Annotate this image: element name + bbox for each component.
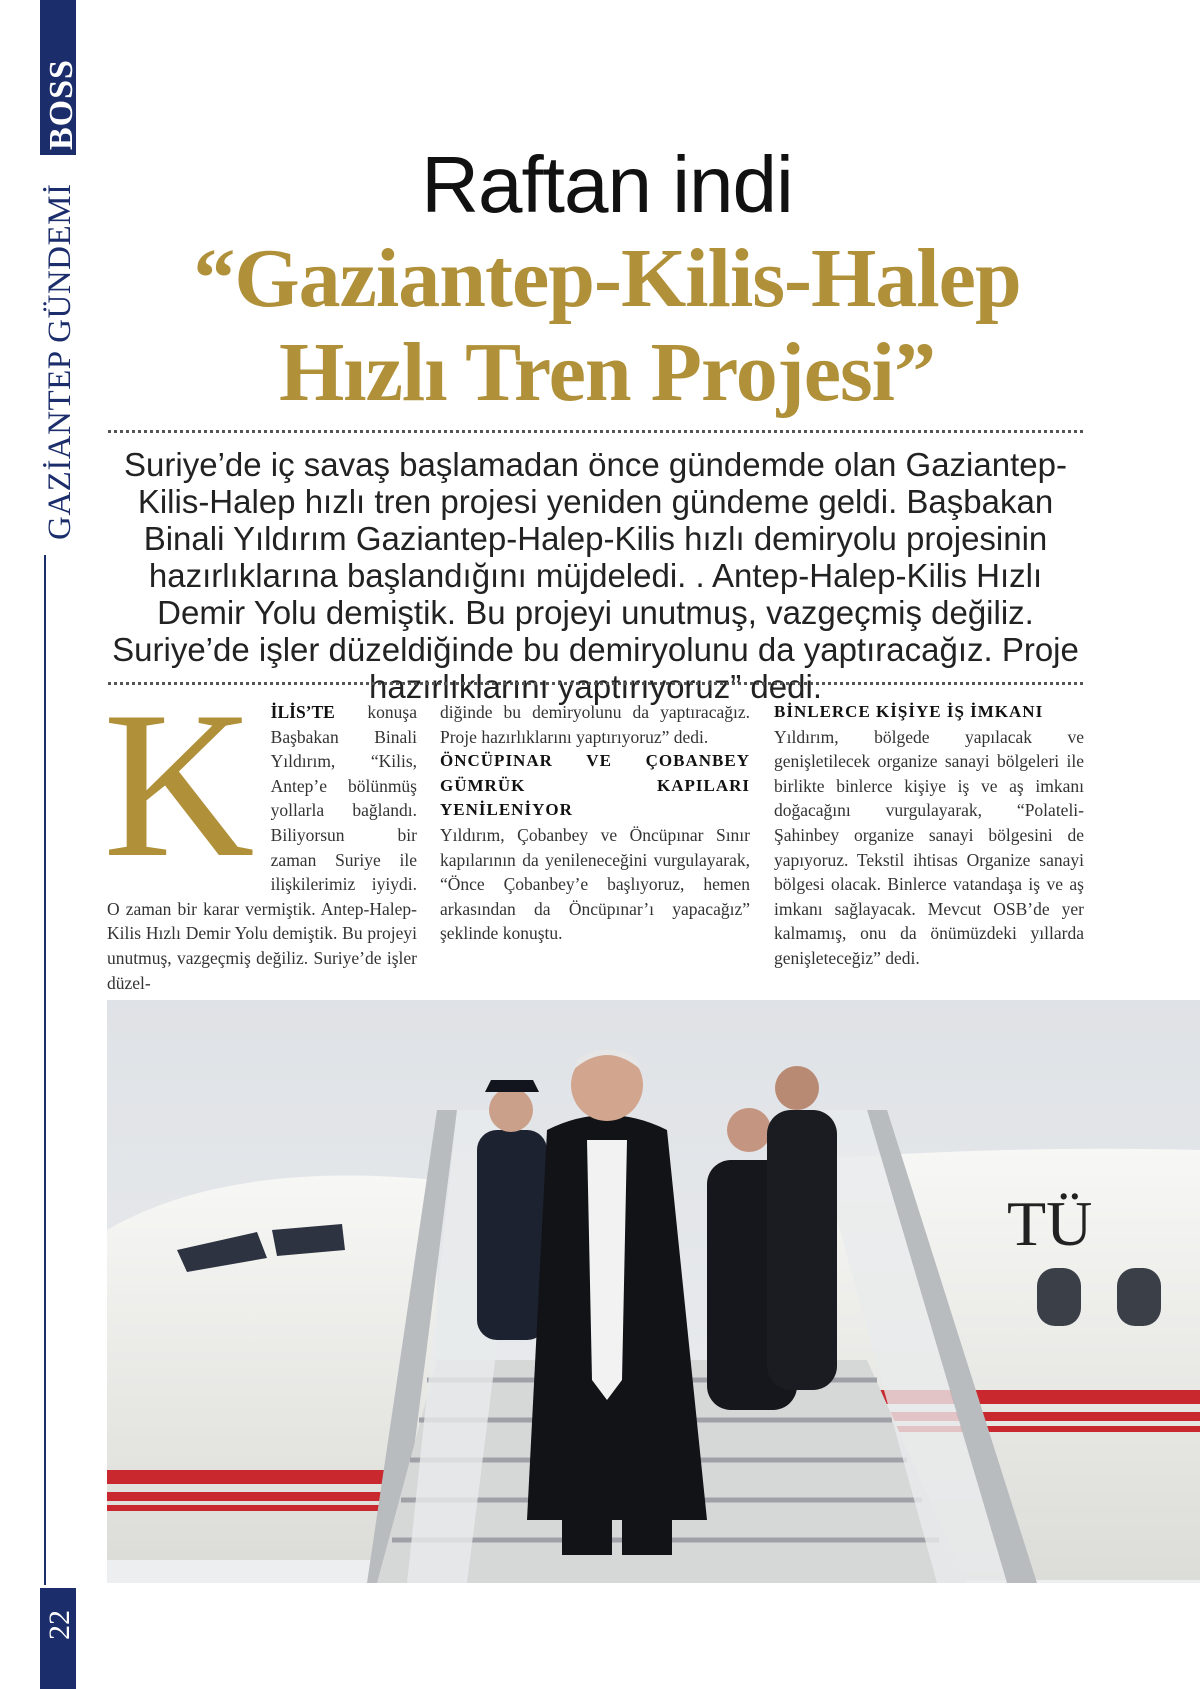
rail-divider-line — [44, 555, 46, 1585]
plane-lettering: TÜ — [1007, 1188, 1093, 1259]
section-label: GAZİANTEP GÜNDEMİ — [42, 183, 78, 540]
article-lead: Suriye’de iç savaş başlamadan önce gündemde olan Gaziantep-Kilis-Halep hızlı tren projesi yeniden gündeme geldi. Başbakan Binali Yıldırım Gaziantep-Halep-Kilis hızlı demiryolu projesinin hazırlıklarına başlandığını müjdeledi. . Antep-Halep-Kilis Hızlı Demir Yolu demiştik. Bu projeyi unutmuş, vazgeçmiş değiliz. Suriye’de işler düzeldiğinde bu demiryolunu da yaptıracağız. Proje hazırlıklarını yaptırıyoruz” dedi. — [112, 446, 1079, 705]
body-column-3 — [774, 700, 1084, 971]
column-1-text: konuşa Başbakan Binali Yıldırım, “Kilis, Antep’e bölünmüş yollarla bağlandı. Biliyorsun bir zaman Suriye ile ilişkilerimiz iyiydi. O zaman bir karar vermiştik. Antep-Halep-Kilis Hızlı Demir Yolu demiştik. Bu projeyi unutmuş, vazgeçmiş değiliz. Suriye’de işler düzel- — [107, 702, 417, 993]
page-number: 22 — [43, 1610, 76, 1640]
dotted-divider-top — [108, 430, 1083, 433]
subhead-customs-gates: ÖNCÜPINAR VE ÇOBANBEY GÜMRÜK KAPILARI YENİLENİYOR — [440, 751, 750, 820]
body-column-2 — [440, 700, 750, 946]
subhead-jobs: BİNLERCE KİŞİYE İŞ İMKANI — [774, 702, 1044, 721]
headline-line-2: Hızlı Tren Projesi” — [278, 326, 936, 419]
headline-line-1: “Gaziantep-Kilis-Halep — [193, 232, 1021, 325]
drop-cap: K — [103, 669, 255, 901]
article-headline — [107, 232, 1107, 420]
column-2-body: Yıldırım, Çobanbey ve Öncüpınar Sınır kapılarının da yenileneceğini vurgulayarak, “Önce Çobanbey’e başlıyoruz, hemen arkasından da Öncüpınar’ı yapacağız” şeklinde konuştu. — [440, 824, 750, 944]
article-kicker: Raftan indi — [421, 140, 793, 229]
article-photo — [107, 1000, 1200, 1583]
lead-word: İLİS’TE — [270, 702, 335, 722]
column-2-continuation: diğinde bu demiryolunu da yaptıracağız. Proje hazırlıklarını yaptırıyoruz” dedi. — [440, 702, 750, 747]
photo-illustration — [107, 1000, 1200, 1583]
column-3-body: Yıldırım, bölgede yapılacak ve genişletilecek organize sanayi bölgeleri ile birlikte binlerce kişiye iş ve aş imkanı doğacağını vurgulayarak, “Polateli-Şahinbey organize sanayi bölgesini de yapıyoruz. Tekstil ihtisas Organize sanayi bölgesi olacak. Binlerce vatandaşa iş ve aş imkanı sağlayacak. Mevcut OSB’de yer kalmamış, onu da önümüzdeki yıllarda genişleteceğiz” dedi. — [774, 726, 1084, 968]
body-column-1 — [103, 669, 417, 995]
magazine-brand: BOSS — [43, 59, 80, 150]
